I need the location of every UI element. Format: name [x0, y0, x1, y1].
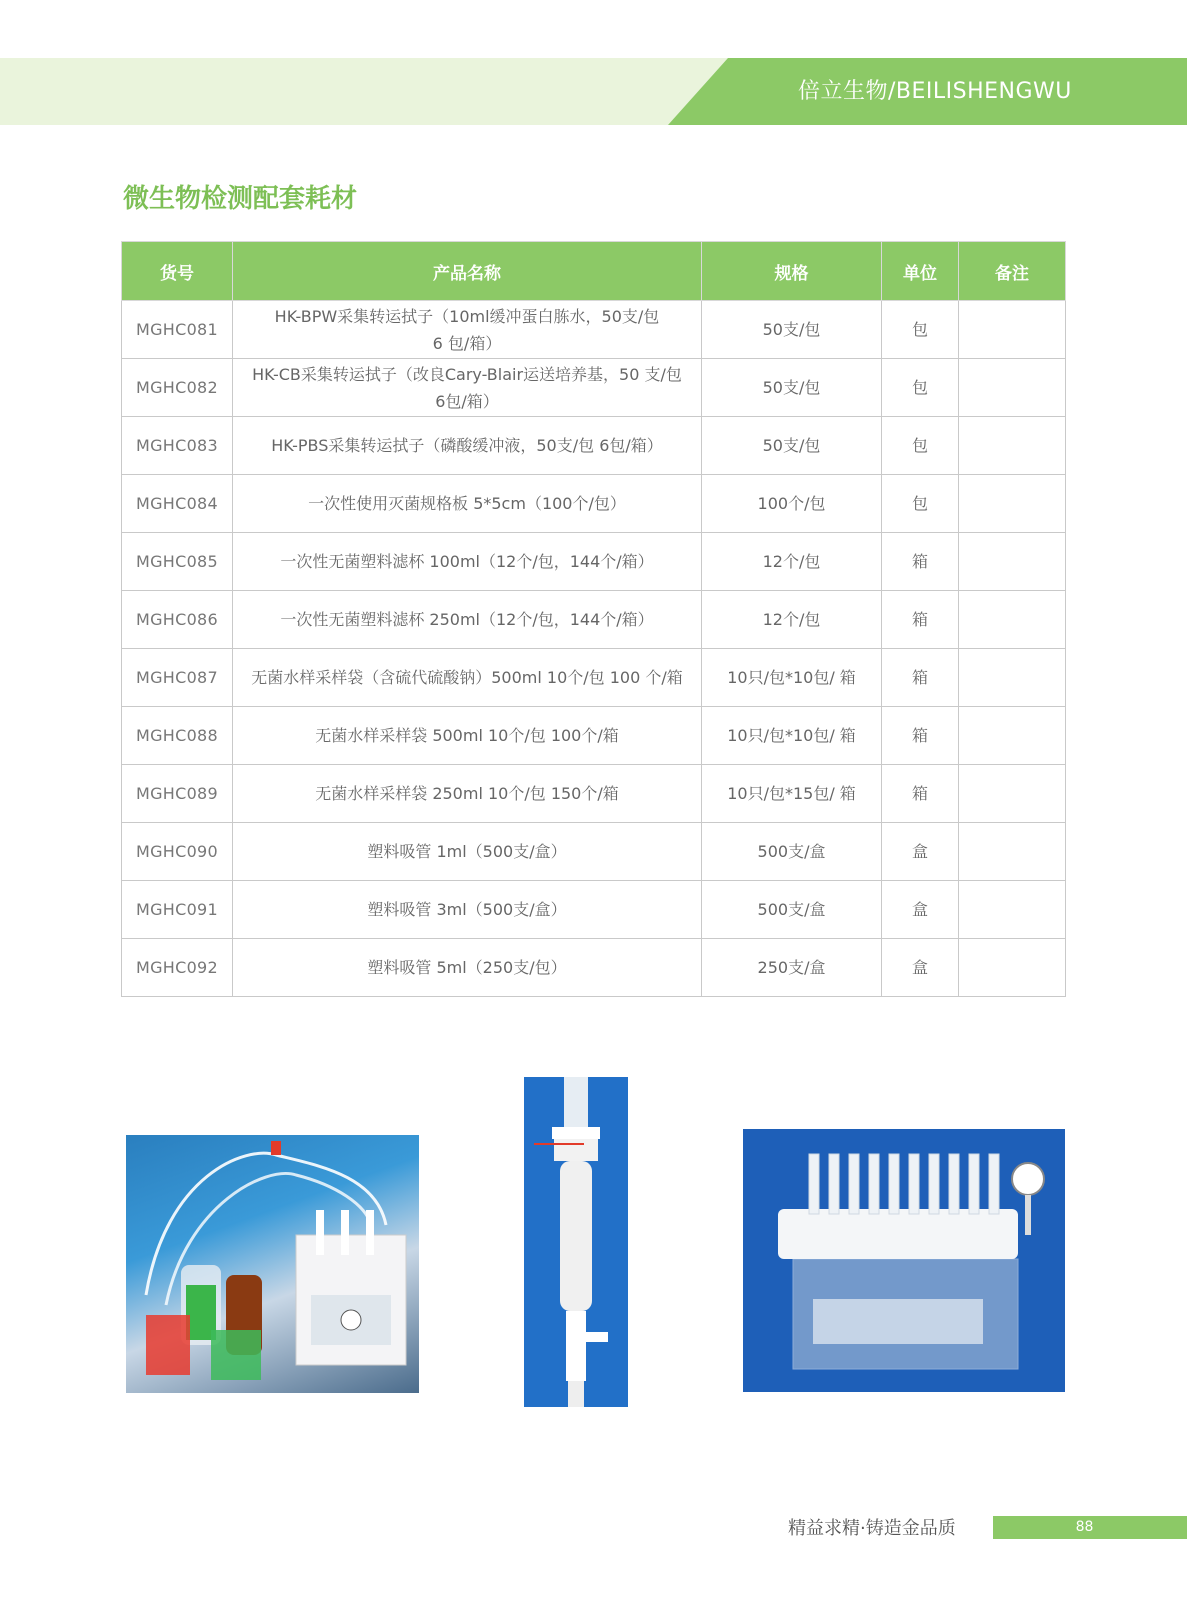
product-name-line: 一次性使用灭菌规格板 5*5cm（100个/包）	[308, 494, 626, 513]
cell-unit: 包	[882, 301, 959, 359]
cell-product-name	[233, 649, 702, 707]
cell-code: MGHC084	[122, 475, 233, 533]
column-header-note: 备注	[959, 242, 1066, 301]
product-name-line: HK-CB采集转运拭子（改良Cary-Blair运送培养基，50 支/包	[252, 364, 682, 384]
cell-product-name	[233, 939, 702, 997]
cell-note	[959, 417, 1066, 475]
cell-product-name	[233, 359, 702, 417]
cell-spec: 12个/包	[702, 533, 882, 591]
product-name-line: 无菌水样采样袋（含硫代硫酸钠）500ml 10个/包 100 个/箱	[251, 668, 683, 687]
cell-unit: 包	[882, 417, 959, 475]
product-name-line: HK-BPW采集转运拭子（10ml缓冲蛋白胨水，50支/包	[274, 306, 660, 326]
table-row	[122, 823, 1066, 881]
product-name-line: 塑料吸管 5ml（250支/包）	[367, 958, 567, 977]
product-name-line: 塑料吸管 1ml（500支/盒）	[367, 842, 567, 861]
footer-bar	[993, 1516, 1187, 1539]
cell-spec: 50支/包	[702, 301, 882, 359]
cell-code: MGHC082	[122, 359, 233, 417]
cell-code: MGHC083	[122, 417, 233, 475]
cell-note	[959, 765, 1066, 823]
cell-spec: 50支/包	[702, 417, 882, 475]
cell-spec: 100个/包	[702, 475, 882, 533]
cell-note	[959, 301, 1066, 359]
cell-spec: 50支/包	[702, 359, 882, 417]
page-number: 88	[1075, 1519, 1094, 1535]
cell-code: MGHC085	[122, 533, 233, 591]
brand-name: 倍立生物/BEILISHENGWU	[798, 79, 1072, 104]
product-name-line: 6包/箱）	[435, 391, 499, 411]
cell-unit: 箱	[882, 765, 959, 823]
cell-spec: 10只/包*10包/ 箱	[702, 707, 882, 765]
cell-note	[959, 533, 1066, 591]
lab-vacuum-filtration-photo	[126, 1135, 419, 1393]
column-header-code: 货号	[122, 242, 233, 301]
cell-product-name	[233, 823, 702, 881]
cell-note	[959, 823, 1066, 881]
product-name-line: 6 包/箱）	[432, 333, 502, 353]
cell-code: MGHC086	[122, 591, 233, 649]
cell-unit: 箱	[882, 649, 959, 707]
footer-slogan: 精益求精·铸造金品质	[788, 1518, 956, 1539]
cell-note	[959, 359, 1066, 417]
cell-product-name	[233, 881, 702, 939]
product-name-line: 一次性无菌塑料滤杯 250ml（12个/包，144个/箱）	[280, 610, 654, 629]
cell-product-name	[233, 475, 702, 533]
product-name-line: HK-PBS采集转运拭子（磷酸缓冲液，50支/包 6包/箱）	[271, 436, 663, 455]
cell-note	[959, 939, 1066, 997]
product-name-line: 无菌水样采样袋 500ml 10个/包 100个/箱	[315, 726, 619, 745]
cell-code: MGHC087	[122, 649, 233, 707]
product-name-line: 无菌水样采样袋 250ml 10个/包 150个/箱	[315, 784, 619, 803]
cell-product-name	[233, 707, 702, 765]
cell-unit: 盒	[882, 939, 959, 997]
cell-spec: 10只/包*15包/ 箱	[702, 765, 882, 823]
cell-product-name	[233, 533, 702, 591]
cell-product-name	[233, 591, 702, 649]
cell-note	[959, 707, 1066, 765]
cell-code: MGHC089	[122, 765, 233, 823]
cell-note	[959, 649, 1066, 707]
column-header-name: 产品名称	[233, 242, 702, 301]
cell-unit: 盒	[882, 881, 959, 939]
column-header-unit: 单位	[882, 242, 959, 301]
cell-spec: 250支/盒	[702, 939, 882, 997]
table-row	[122, 765, 1066, 823]
cell-code: MGHC088	[122, 707, 233, 765]
table-row	[122, 939, 1066, 997]
cell-note	[959, 475, 1066, 533]
cell-code: MGHC090	[122, 823, 233, 881]
table-row	[122, 359, 1066, 417]
cell-note	[959, 881, 1066, 939]
syringe-filter-photo	[524, 1077, 628, 1407]
cell-spec: 10只/包*10包/ 箱	[702, 649, 882, 707]
table-row	[122, 417, 1066, 475]
table-row	[122, 881, 1066, 939]
table-body	[122, 301, 1066, 997]
table-row	[122, 301, 1066, 359]
cell-spec: 500支/盒	[702, 881, 882, 939]
cell-product-name	[233, 765, 702, 823]
product-name-line: 塑料吸管 3ml（500支/盒）	[367, 900, 567, 919]
column-header-spec: 规格	[702, 242, 882, 301]
table-row	[122, 533, 1066, 591]
product-table	[121, 241, 1066, 997]
cell-spec: 12个/包	[702, 591, 882, 649]
cell-code: MGHC081	[122, 301, 233, 359]
cell-unit: 箱	[882, 533, 959, 591]
table-header-row	[122, 242, 1066, 301]
cell-unit: 包	[882, 475, 959, 533]
cell-unit: 盒	[882, 823, 959, 881]
table-row	[122, 475, 1066, 533]
cell-code: MGHC091	[122, 881, 233, 939]
cell-product-name	[233, 417, 702, 475]
cell-unit: 箱	[882, 707, 959, 765]
cell-product-name	[233, 301, 702, 359]
table-row	[122, 707, 1066, 765]
section-title: 微生物检测配套耗材	[123, 184, 358, 214]
product-name-line: 一次性无菌塑料滤杯 100ml（12个/包，144个/箱）	[280, 552, 654, 571]
cell-unit: 包	[882, 359, 959, 417]
cell-unit: 箱	[882, 591, 959, 649]
cell-note	[959, 591, 1066, 649]
table-row	[122, 649, 1066, 707]
spe-vacuum-manifold-photo	[743, 1129, 1065, 1392]
table-row	[122, 591, 1066, 649]
cell-spec: 500支/盒	[702, 823, 882, 881]
cell-code: MGHC092	[122, 939, 233, 997]
